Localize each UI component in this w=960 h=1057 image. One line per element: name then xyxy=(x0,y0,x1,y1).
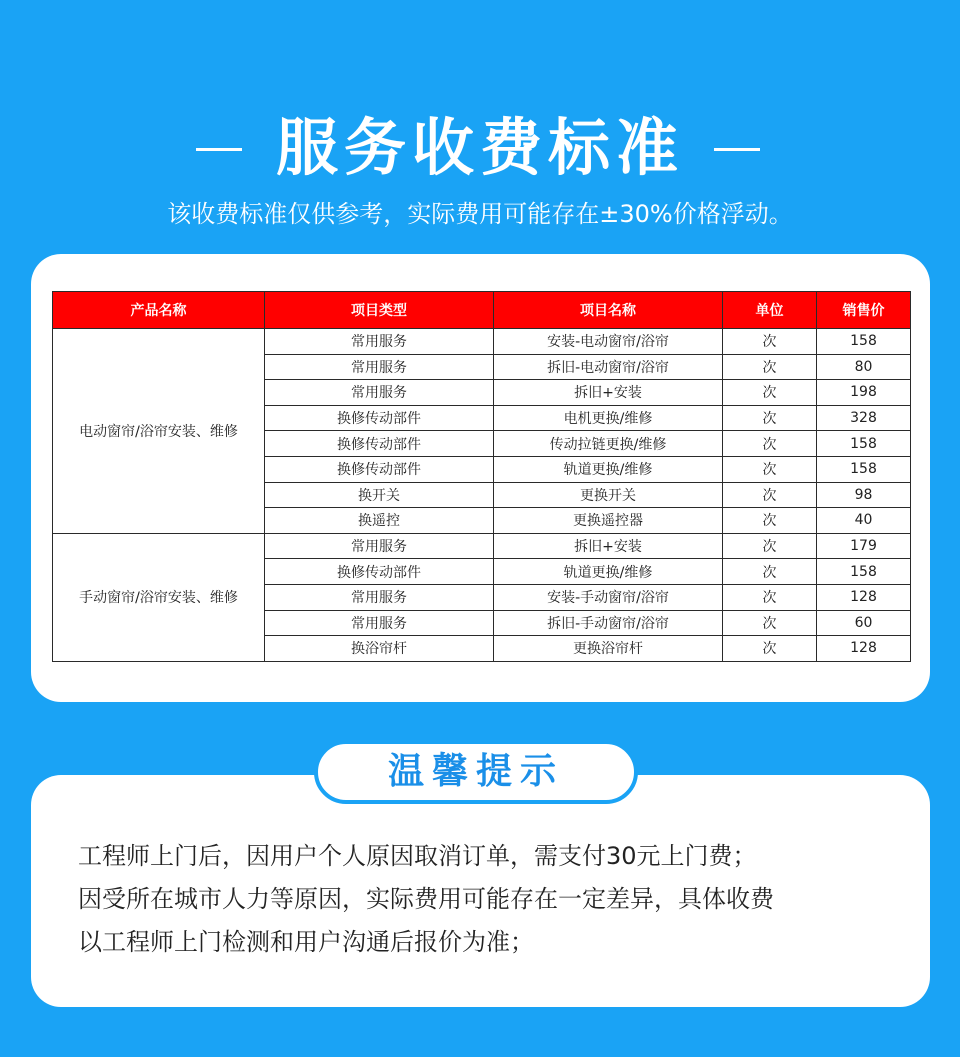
price-cell: 158 xyxy=(817,559,911,585)
price-cell: 158 xyxy=(817,431,911,457)
tips-badge xyxy=(314,740,638,804)
price-cell: 158 xyxy=(817,329,911,355)
tips-title: 温馨提示 xyxy=(387,751,564,792)
price-cell: 98 xyxy=(817,482,911,508)
tips-card xyxy=(31,775,930,1007)
table-row xyxy=(53,329,911,355)
table-body xyxy=(53,329,911,662)
name-cell: 更换浴帘杆 xyxy=(494,636,723,662)
column-header-product: 产品名称 xyxy=(53,292,265,329)
type-cell: 常用服务 xyxy=(265,380,494,406)
type-cell: 换修传动部件 xyxy=(265,559,494,585)
name-cell: 轨道更换/维修 xyxy=(494,456,723,482)
type-cell: 换修传动部件 xyxy=(265,431,494,457)
unit-cell: 次 xyxy=(723,431,817,457)
unit-cell: 次 xyxy=(723,636,817,662)
name-cell: 传动拉链更换/维修 xyxy=(494,431,723,457)
unit-cell: 次 xyxy=(723,456,817,482)
unit-cell: 次 xyxy=(723,610,817,636)
column-header-type: 项目类型 xyxy=(265,292,494,329)
type-cell: 换修传动部件 xyxy=(265,405,494,431)
price-cell: 198 xyxy=(817,380,911,406)
type-cell: 换浴帘杆 xyxy=(265,636,494,662)
fee-table-card xyxy=(31,254,930,702)
fee-table xyxy=(52,291,911,662)
tips-line: 工程师上门后，因用户个人原因取消订单，需支付30元上门费； xyxy=(78,842,757,870)
name-cell: 安装-电动窗帘/浴帘 xyxy=(494,329,723,355)
unit-cell: 次 xyxy=(723,533,817,559)
unit-cell: 次 xyxy=(723,354,817,380)
price-cell: 128 xyxy=(817,636,911,662)
column-header-unit: 单位 xyxy=(723,292,817,329)
name-cell: 拆旧-手动窗帘/浴帘 xyxy=(494,610,723,636)
type-cell: 常用服务 xyxy=(265,533,494,559)
unit-cell: 次 xyxy=(723,559,817,585)
name-cell: 拆旧+安装 xyxy=(494,380,723,406)
tips-line: 以工程师上门检测和用户沟通后报价为准； xyxy=(78,928,534,956)
price-cell: 158 xyxy=(817,456,911,482)
name-cell: 电机更换/维修 xyxy=(494,405,723,431)
type-cell: 常用服务 xyxy=(265,584,494,610)
price-cell: 128 xyxy=(817,584,911,610)
price-cell: 179 xyxy=(817,533,911,559)
tips-text xyxy=(78,835,898,964)
page-header xyxy=(0,108,960,188)
type-cell: 常用服务 xyxy=(265,329,494,355)
name-cell: 更换遥控器 xyxy=(494,508,723,534)
price-cell: 60 xyxy=(817,610,911,636)
product-cell: 手动窗帘/浴帘安装、维修 xyxy=(53,533,265,661)
type-cell: 常用服务 xyxy=(265,610,494,636)
title-dash-right xyxy=(714,148,760,151)
column-header-price: 销售价 xyxy=(817,292,911,329)
unit-cell: 次 xyxy=(723,405,817,431)
unit-cell: 次 xyxy=(723,508,817,534)
tips-line: 因受所在城市人力等原因，实际费用可能存在一定差异，具体收费 xyxy=(78,885,774,913)
price-cell: 328 xyxy=(817,405,911,431)
column-header-name: 项目名称 xyxy=(494,292,723,329)
table-row xyxy=(53,533,911,559)
unit-cell: 次 xyxy=(723,482,817,508)
name-cell: 安装-手动窗帘/浴帘 xyxy=(494,584,723,610)
product-cell: 电动窗帘/浴帘安装、维修 xyxy=(53,329,265,534)
price-cell: 40 xyxy=(817,508,911,534)
unit-cell: 次 xyxy=(723,380,817,406)
name-cell: 拆旧-电动窗帘/浴帘 xyxy=(494,354,723,380)
type-cell: 换修传动部件 xyxy=(265,456,494,482)
page-title: 服务收费标准 xyxy=(275,111,684,184)
type-cell: 常用服务 xyxy=(265,354,494,380)
type-cell: 换开关 xyxy=(265,482,494,508)
name-cell: 拆旧+安装 xyxy=(494,533,723,559)
type-cell: 换遥控 xyxy=(265,508,494,534)
unit-cell: 次 xyxy=(723,329,817,355)
name-cell: 轨道更换/维修 xyxy=(494,559,723,585)
name-cell: 更换开关 xyxy=(494,482,723,508)
price-cell: 80 xyxy=(817,354,911,380)
page-subtitle: 该收费标准仅供参考，实际费用可能存在±30%价格浮动。 xyxy=(167,200,793,228)
table-header-row xyxy=(53,292,911,329)
unit-cell: 次 xyxy=(723,584,817,610)
